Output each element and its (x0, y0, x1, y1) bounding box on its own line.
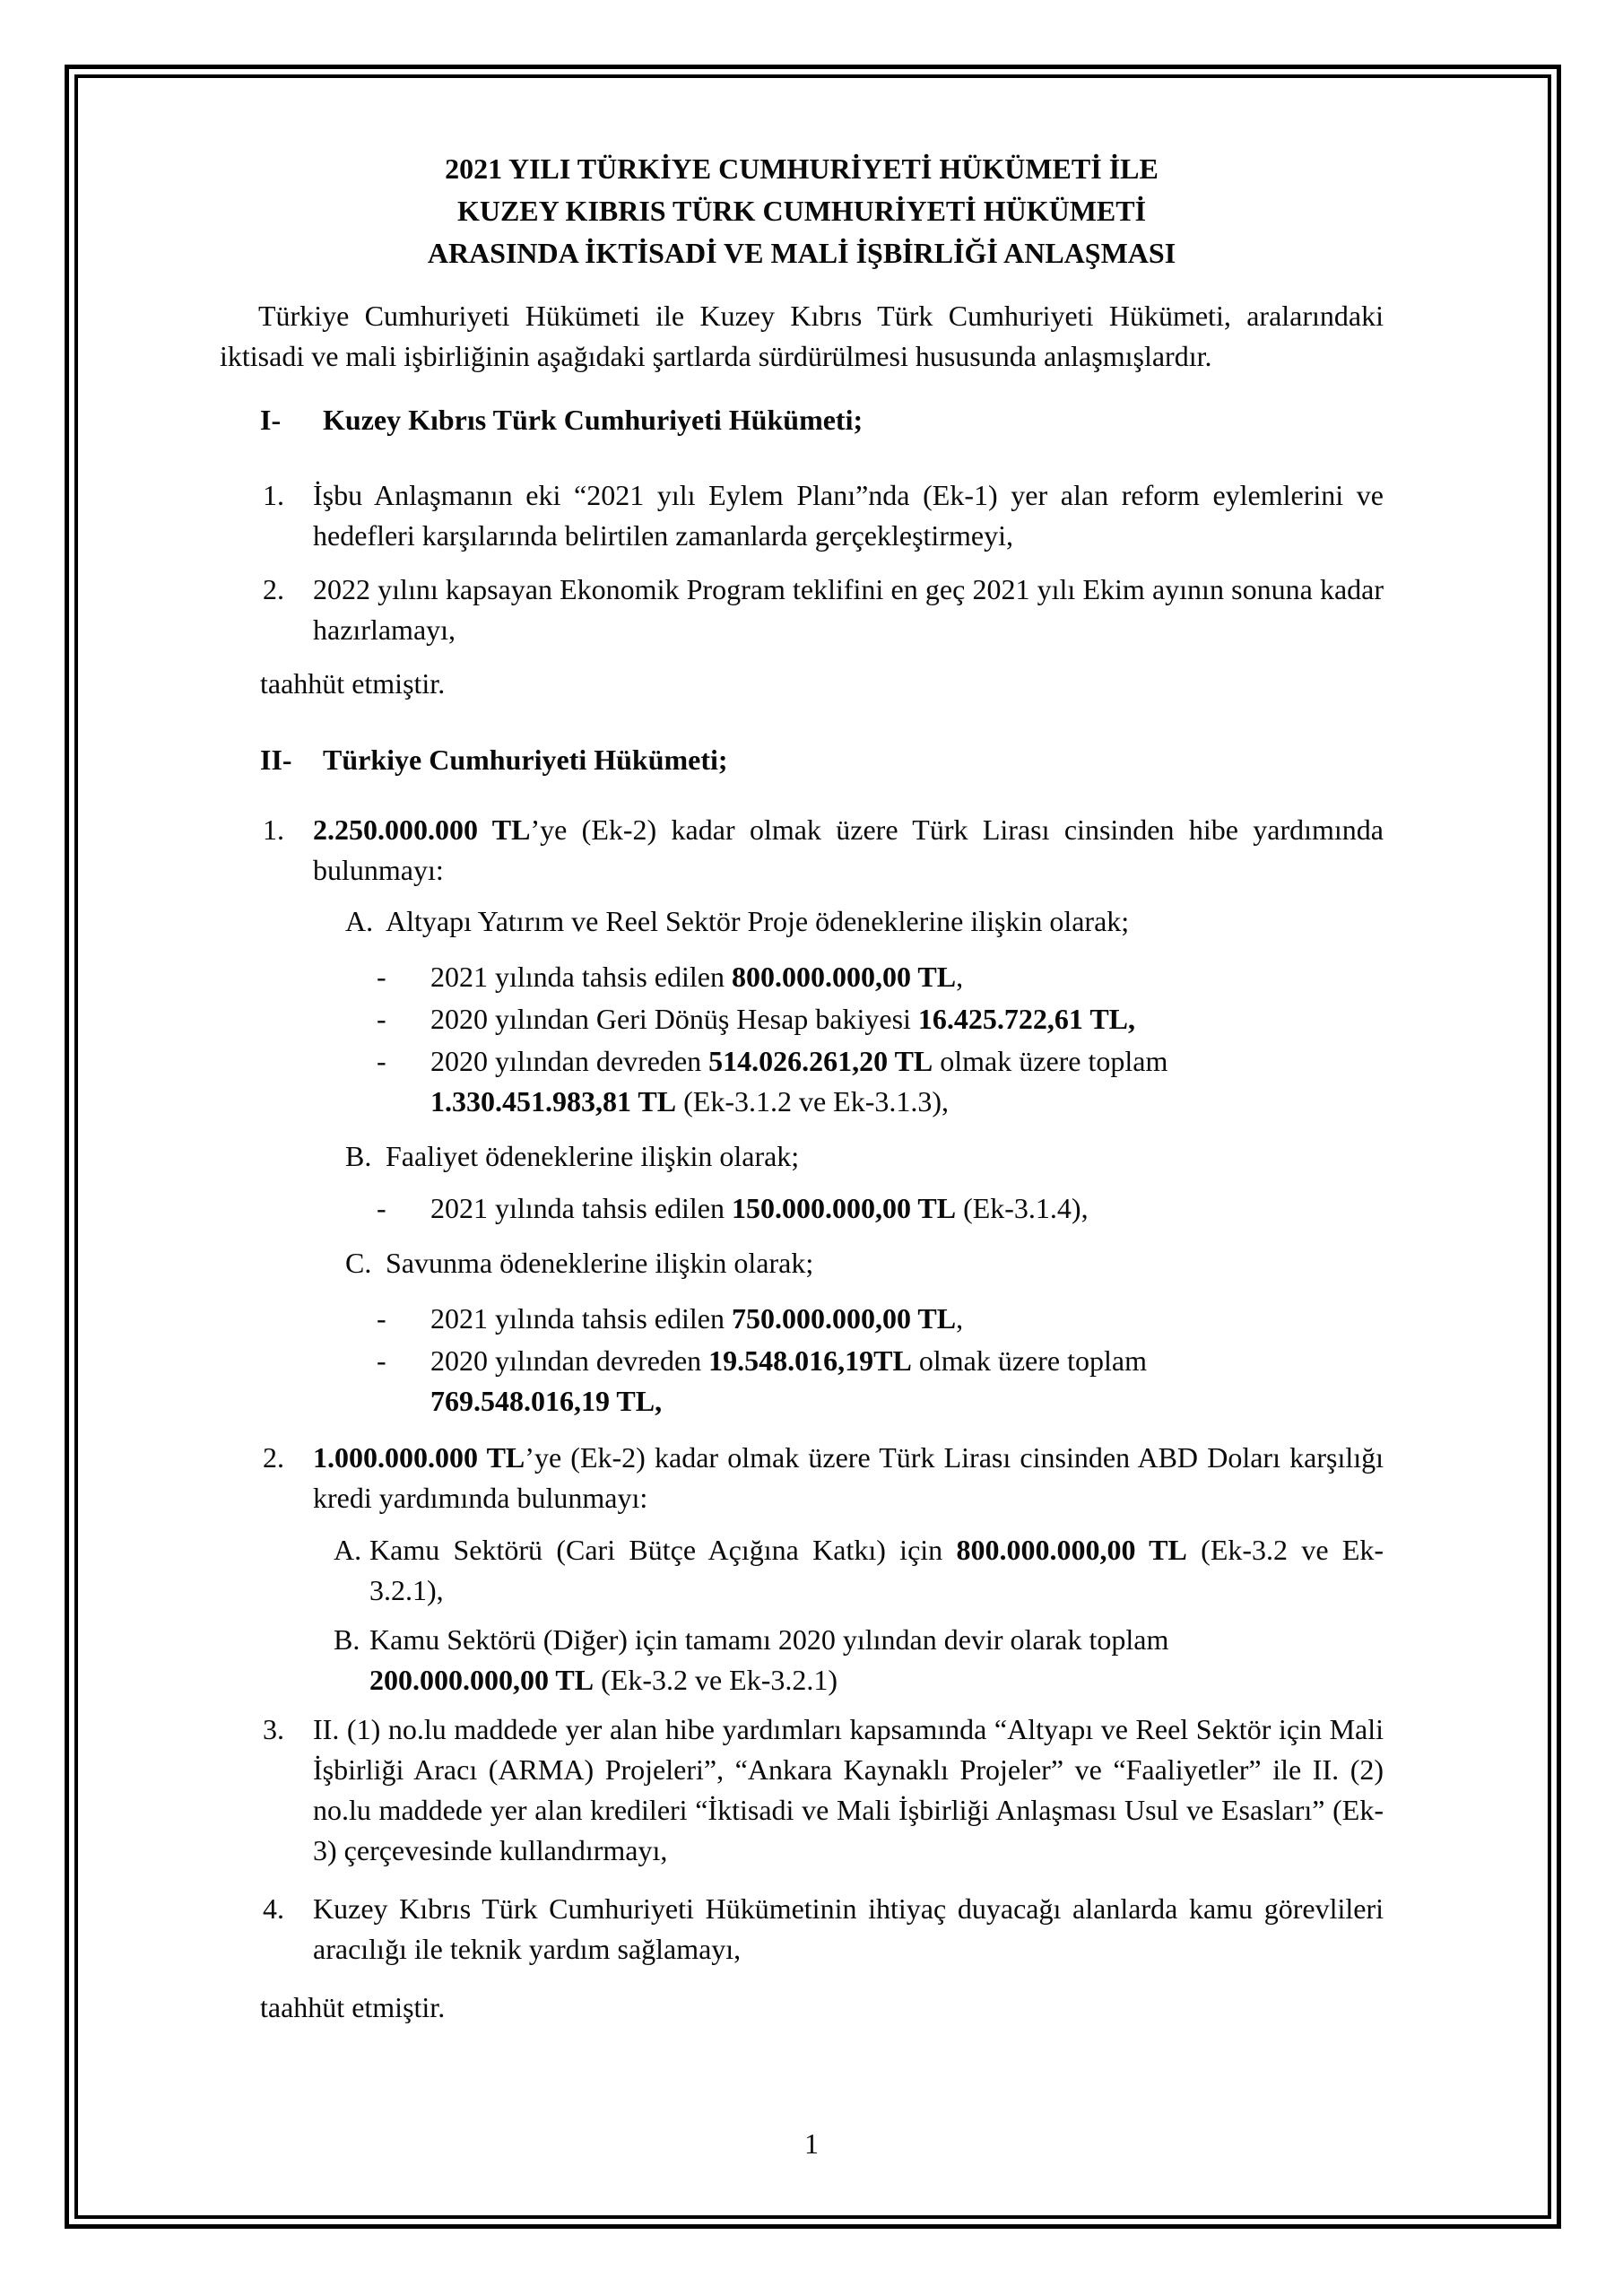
dash-item-1a-1 (377, 957, 1384, 997)
dash-marker: - (377, 1302, 386, 1335)
dash-item-1a-3 (377, 1041, 1384, 1122)
section2-item-4 (263, 1889, 1384, 1970)
sub-item-text: Savunma ödeneklerine ilişkin olarak; (386, 1247, 814, 1279)
dash-item-1c-2 (377, 1341, 1384, 1422)
dash-text-post: , (956, 1302, 964, 1335)
sub-item-text (369, 1620, 1384, 1700)
page-number: 1 (804, 2127, 819, 2160)
page-border-inner (74, 74, 1551, 2219)
sub-item-1a (345, 901, 1384, 942)
dash-text (430, 999, 1384, 1039)
dash-text-pre: 2020 yılından devreden (430, 1045, 709, 1077)
dash-text-pre: 2021 yılında tahsis edilen (430, 1192, 732, 1224)
section-1-title: Kuzey Kıbrıs Türk Cumhuriyeti Hükümeti; (323, 404, 864, 436)
document-title (220, 148, 1384, 274)
dash-text-mid: olmak üzere toplam (933, 1045, 1168, 1077)
sub-item-1c (345, 1243, 1384, 1283)
item-text: 2022 yılını kapsayan Ekonomik Program teklifini en geç 2021 yılı Ekim ayının sonuna kadar hazırlamayı, (313, 573, 1384, 646)
section-2-heading (260, 740, 1384, 780)
item-text: İşbu Anlaşmanın eki “2021 yılı Eylem Planı”nda (Ek-1) yer alan reform eylemlerini ve hedefleri karşılarında belirtilen zamanlarda gerçekleştirmeyi, (313, 479, 1384, 552)
dash-text (430, 957, 1384, 997)
dash-text-pre: 2020 yılından Geri Dönüş Hesap bakiyesi (430, 1003, 918, 1035)
section2-item-1 (263, 810, 1384, 891)
item-text-rest: ’ye (Ek-2) kadar olmak üzere Türk Lirası cinsinden hibe yardımında bulunmayı: (313, 813, 1384, 886)
title-line-2: KUZEY KIBRIS TÜRK CUMHURİYETİ HÜKÜMETİ (456, 195, 1147, 227)
dash-marker: - (377, 1045, 386, 1077)
section2-closing: taahhüt etmiştir. (260, 1991, 446, 2023)
amount: 750.000.000,00 TL (731, 1302, 957, 1335)
credit-amount: 1.000.000.000 TL (313, 1441, 525, 1474)
dash-marker: - (377, 961, 386, 993)
sub-item-letter: A. (334, 1534, 362, 1566)
dash-text-pre: 2021 yılında tahsis edilen (430, 1302, 732, 1335)
amount: 200.000.000,00 TL (369, 1664, 595, 1696)
page-border-outer (65, 65, 1561, 2229)
dash-text (430, 1041, 1384, 1122)
amount: 800.000.000,00 TL (731, 961, 957, 993)
sub-item-letter: B. (345, 1140, 372, 1172)
amount: 16.425.722,61 TL, (917, 1003, 1136, 1035)
dash-text-mid: olmak üzere toplam (911, 1344, 1147, 1377)
dash-item-1a-2 (377, 999, 1384, 1039)
dash-text (430, 1299, 1384, 1339)
sub-text-post: (Ek-3.2 ve Ek-3.2.1) (594, 1664, 838, 1696)
section-2-number: II- (260, 744, 292, 776)
item-text-rest: ’ye (Ek-2) kadar olmak üzere Türk Lirası cinsinden ABD Doları karşılığı kredi yardımında bulunmayı: (313, 1441, 1384, 1514)
dash-text-post: (Ek-3.1.2 ve Ek-3.1.3), (676, 1085, 950, 1118)
dash-text (430, 1188, 1384, 1229)
section2-item-2 (263, 1438, 1384, 1518)
item-number: 2. (263, 1441, 284, 1474)
section2-item-3 (263, 1709, 1384, 1871)
sub-item-letter: B. (334, 1623, 360, 1656)
item-text (313, 1438, 1384, 1518)
sub-item-2b (334, 1620, 1384, 1700)
sub-item-text: Faaliyet ödeneklerine ilişkin olarak; (386, 1140, 800, 1172)
dash-text-pre: 2020 yılından devreden (430, 1344, 709, 1377)
section1-closing: taahhüt etmiştir. (260, 667, 446, 700)
dash-text (430, 1341, 1384, 1422)
grant-amount: 2.250.000.000 TL (313, 813, 531, 846)
dash-marker: - (377, 1003, 386, 1035)
section1-item-2 (263, 570, 1384, 650)
total-amount: 769.548.016,19 TL, (430, 1385, 663, 1417)
total-amount: 1.330.451.983,81 TL (430, 1085, 677, 1118)
item-text: II. (1) no.lu maddede yer alan hibe yardımları kapsamında “Altyapı ve Reel Sektör için Mali İşbirliği Aracı (ARMA) Projeleri”, “Ankara Kaynaklı Projeler” ve “Faaliyetler” ile II. (2) no.lu maddede yer alan kredileri “İktisadi ve Mali İşbirliği Anlaşması Usul ve Esasları” (Ek-3) çerçevesinde kullandırmayı, (313, 1713, 1384, 1866)
section-1-number: I- (260, 404, 282, 436)
sub-text-pre: Kamu Sektörü (Cari Bütçe Açığına Katkı) için (369, 1534, 957, 1566)
item-number: 2. (263, 573, 284, 605)
title-line-1: 2021 YILI TÜRKİYE CUMHURİYETİ HÜKÜMETİ İLE (445, 152, 1159, 185)
dash-item-1c-1 (377, 1299, 1384, 1339)
sub-item-text (369, 1530, 1384, 1611)
sub-text-pre: Kamu Sektörü (Diğer) için tamamı 2020 yılından devir olarak toplam (369, 1623, 1169, 1656)
sub-item-text: Altyapı Yatırım ve Reel Sektör Proje ödeneklerine ilişkin olarak; (386, 905, 1130, 937)
item-number: 4. (263, 1892, 284, 1925)
item-number: 1. (263, 479, 284, 511)
sub-item-letter: A. (345, 905, 374, 937)
section-1-heading (260, 400, 1384, 440)
amount: 514.026.261,20 TL (708, 1045, 933, 1077)
dash-item-1b-1 (377, 1188, 1384, 1229)
page-content (78, 78, 1548, 2215)
title-line-3: ARASINDA İKTİSADİ VE MALİ İŞBİRLİĞİ ANLAŞMASI (427, 237, 1176, 269)
amount: 150.000.000,00 TL (731, 1192, 957, 1224)
sub-item-2a (334, 1530, 1384, 1611)
sub-item-1b (345, 1136, 1384, 1177)
sub-text-post: (Ek-3.2 ve Ek- 3.2.1), (369, 1534, 1384, 1606)
intro-paragraph: Türkiye Cumhuriyeti Hükümeti ile Kuzey Kıbrıs Türk Cumhuriyeti Hükümeti, aralarındaki iktisadi ve mali işbirliğinin aşağıdaki şartlarda sürdürülmesi hususunda anlaşmışlardır. (220, 300, 1384, 372)
section1-item-1 (263, 475, 1384, 556)
dash-marker: - (377, 1344, 386, 1377)
section-2-title: Türkiye Cumhuriyeti Hükümeti; (323, 744, 728, 776)
sub-item-letter: C. (345, 1247, 372, 1279)
item-number: 1. (263, 813, 284, 846)
dash-text-pre: 2021 yılında tahsis edilen (430, 961, 732, 993)
dash-marker: - (377, 1192, 386, 1224)
dash-text-post: , (956, 961, 964, 993)
item-text (313, 810, 1384, 891)
amount: 800.000.000,00 TL (956, 1534, 1187, 1566)
item-text: Kuzey Kıbrıs Türk Cumhuriyeti Hükümetinin ihtiyaç duyacağı alanlarda kamu görevlileri aracılığı ile teknik yardım sağlamayı, (313, 1892, 1384, 1965)
item-number: 3. (263, 1713, 284, 1745)
amount: 19.548.016,19TL (708, 1344, 912, 1377)
dash-text-post: (Ek-3.1.4), (956, 1192, 1089, 1224)
